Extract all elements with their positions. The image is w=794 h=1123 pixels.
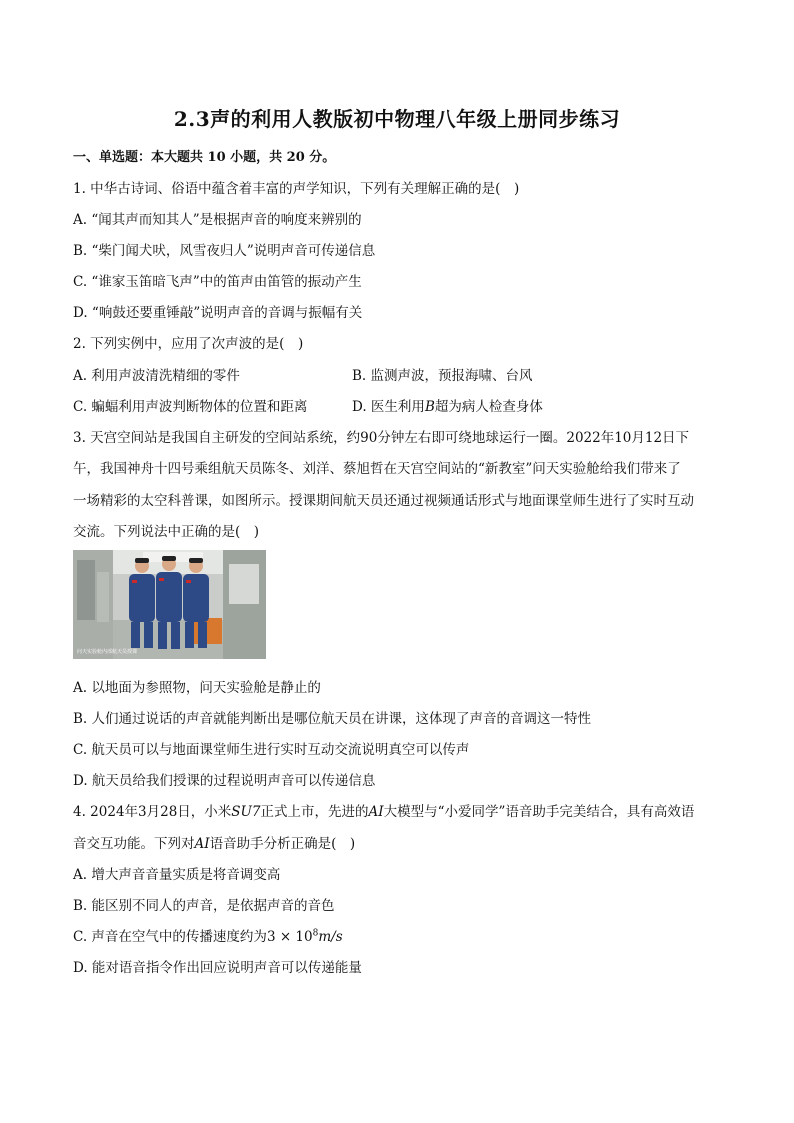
question-1-option-b: B. “柴门闻犬吠，风雪夜归人”说明声音可传递信息: [73, 243, 376, 259]
question-3-stem-line-3: 一场精彩的太空科普课，如图所示。授课期间航天员还通过视频通话形式与地面课堂师生进行了实时互动: [73, 493, 694, 509]
question-3-option-a: A. 以地面为参照物，问天实验舱是静止的: [73, 680, 321, 696]
question-3-option-b: B. 人们通过说话的声音就能判断出是哪位航天员在讲课，这体现了声音的音调这一特性: [73, 711, 592, 727]
question-4-stem-text: 大模型与“小爱同学”语音助手完美结合，具有高效语: [383, 804, 695, 820]
math-variable: AI: [368, 804, 384, 820]
math-variable: B: [424, 399, 435, 415]
question-2-option-d-pre: D. 医生利用: [352, 399, 425, 415]
question-2-option-c: C. 蝙蝠利用声波判断物体的位置和距离: [73, 399, 308, 415]
question-4-stem-text: 语音助手分析正确是( ): [209, 836, 356, 852]
question-3-option-c: C. 航天员可以与地面课堂师生进行实时互动交流说明真空可以传声: [73, 742, 470, 758]
question-2-option-d: [352, 395, 543, 415]
question-4-stem-line-2: [73, 832, 355, 852]
math-number: 3 × 10: [266, 929, 313, 945]
question-3-option-d: D. 航天员给我们授课的过程说明声音可以传递信息: [73, 773, 376, 789]
math-exponent: 8: [312, 928, 319, 939]
question-2-option-a: A. 利用声波清洗精细的零件: [73, 368, 240, 384]
question-3-stem-line-2: 午，我国神舟十四号乘组航天员陈冬、刘洋、蔡旭哲在天宫空间站的“新教室”问天实验舱给我们带来了: [73, 461, 681, 477]
question-4-option-b: B. 能区别不同人的声音，是依据声音的音色: [73, 898, 335, 914]
astronauts-photo: [73, 550, 266, 659]
question-3-stem-line-4: 交流。下列说法中正确的是( ): [73, 524, 260, 540]
question-4-option-d: D. 能对语音指令作出回应说明声音可以传递能量: [73, 960, 362, 976]
math-unit: m/s: [318, 929, 343, 945]
math-variable: AI: [194, 836, 210, 852]
section-heading: 一、单选题：本大题共 10 小题，共 20 分。: [73, 150, 336, 165]
question-4-option-c-text: C. 声音在空气中的传播速度约为: [73, 929, 267, 945]
page-title: 2.3声的利用人教版初中物理八年级上册同步练习: [173, 107, 621, 131]
question-1-stem: 1. 中华古诗词、俗语中蕴含着丰富的声学知识，下列有关理解正确的是( ): [73, 181, 520, 197]
math-variable: SU7: [231, 804, 261, 820]
question-1-option-c: C. “谁家玉笛暗飞声”中的笛声由笛管的振动产生: [73, 274, 362, 290]
question-4-stem-text: 正式上市，先进的: [260, 804, 369, 820]
question-2-option-b: B. 监测声波，预报海啸、台风: [352, 368, 533, 384]
question-4-option-c: [73, 925, 343, 945]
photo-caption: 问天实验舱内部航天员授课: [77, 649, 138, 655]
question-2-stem: 2. 下列实例中，应用了次声波的是( ): [73, 336, 304, 352]
question-1-option-a: A. “闻其声而知其人”是根据声音的响度来辨别的: [73, 212, 362, 228]
question-4-option-a: A. 增大声音音量实质是将音调变高: [73, 867, 281, 883]
question-1-option-d: D. “响鼓还要重锤敲”说明声音的音调与振幅有关: [73, 305, 363, 321]
question-4-stem-text: 音交互功能。下列对: [73, 836, 195, 852]
question-4-stem-text: 4. 2024年3月28日，小米: [73, 804, 232, 820]
question-2-option-d-post: 超为病人检查身体: [434, 399, 543, 415]
question-3-stem-line-1: 3. 天宫空间站是我国自主研发的空间站系统，约90分钟左右即可绕地球运行一圈。2022年10月12日下: [73, 430, 690, 446]
question-4-stem-line-1: [73, 800, 694, 820]
